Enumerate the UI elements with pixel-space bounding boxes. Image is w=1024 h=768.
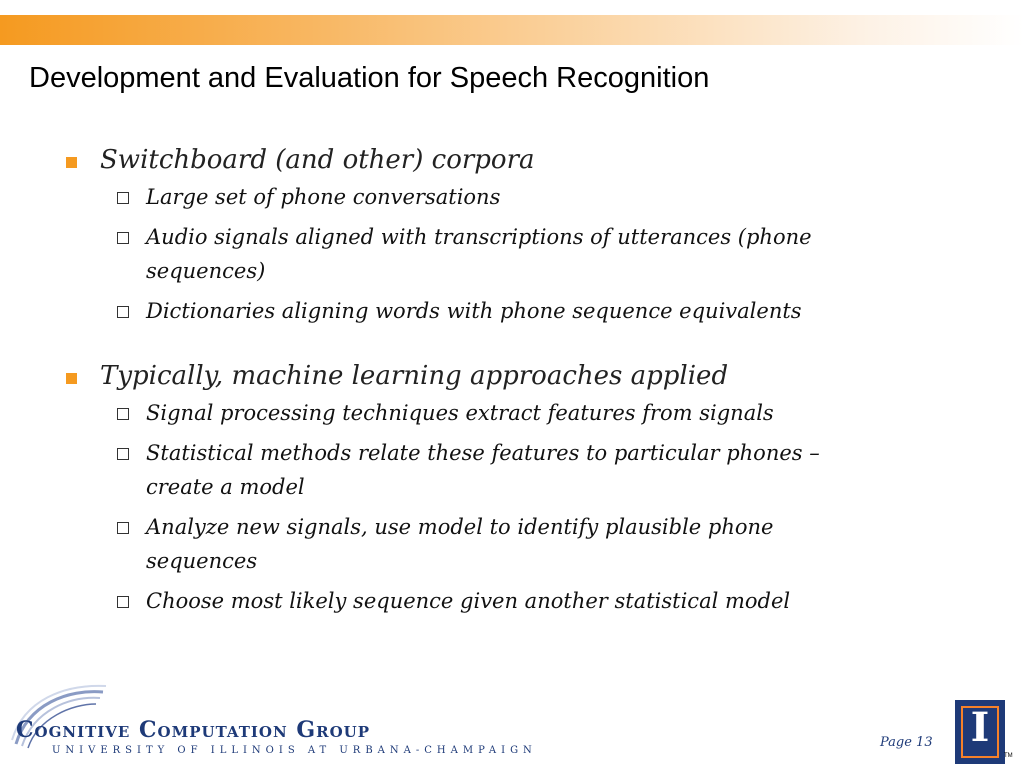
sub-bullet-item	[60, 294, 960, 328]
hollow-square-bullet-icon	[117, 408, 129, 420]
square-bullet-icon	[66, 373, 77, 384]
page-number: Page 13	[880, 735, 933, 750]
bullet-group-2	[60, 356, 960, 618]
sub-bullet-item	[60, 180, 960, 214]
bullet-item	[60, 140, 960, 180]
illinois-logo-icon	[955, 700, 1005, 764]
square-bullet-icon	[66, 157, 77, 168]
sub-bullet-item	[60, 436, 960, 504]
hollow-square-bullet-icon	[117, 192, 129, 204]
sub-bullet-text: Statistical methods relate these features to particular phones – create a model	[146, 441, 820, 499]
bullet-text: Switchboard (and other) corpora	[100, 145, 535, 175]
sub-bullet-text: Choose most likely sequence given another statistical model	[146, 589, 791, 613]
hollow-square-bullet-icon	[117, 596, 129, 608]
bullet-text: Typically, machine learning approaches applied	[100, 361, 729, 391]
sub-bullet-text: Large set of phone conversations	[146, 185, 501, 209]
trademark-mark: TM	[1004, 753, 1013, 759]
sub-bullet-text: Analyze new signals, use model to identify plausible phone sequences	[146, 515, 774, 573]
hollow-square-bullet-icon	[117, 306, 129, 318]
university-name: UNIVERSITY OF ILLINOIS AT URBANA-CHAMPAIGN	[52, 745, 537, 756]
slide-title: Development and Evaluation for Speech Recognition	[29, 62, 710, 94]
spacer	[60, 334, 960, 356]
hollow-square-bullet-icon	[117, 232, 129, 244]
logo-letter: I	[970, 704, 990, 751]
slide-content	[60, 140, 960, 624]
cognitive-computation-group-logo	[8, 684, 537, 764]
hollow-square-bullet-icon	[117, 522, 129, 534]
sub-bullet-item	[60, 584, 960, 618]
bullet-item	[60, 356, 960, 396]
sub-bullet-text: Audio signals aligned with transcriptions of utterances (phone sequences)	[146, 225, 812, 283]
top-gradient-band	[0, 15, 1024, 45]
sub-bullet-item	[60, 220, 960, 288]
sub-bullet-item	[60, 510, 960, 578]
sub-bullet-text: Signal processing techniques extract features from signals	[146, 401, 774, 425]
bullet-group-1	[60, 140, 960, 328]
sub-bullet-item	[60, 396, 960, 430]
sub-bullet-text: Dictionaries aligning words with phone sequence equivalents	[146, 299, 802, 323]
group-name: Cognitive Computation Group	[16, 717, 371, 743]
hollow-square-bullet-icon	[117, 448, 129, 460]
